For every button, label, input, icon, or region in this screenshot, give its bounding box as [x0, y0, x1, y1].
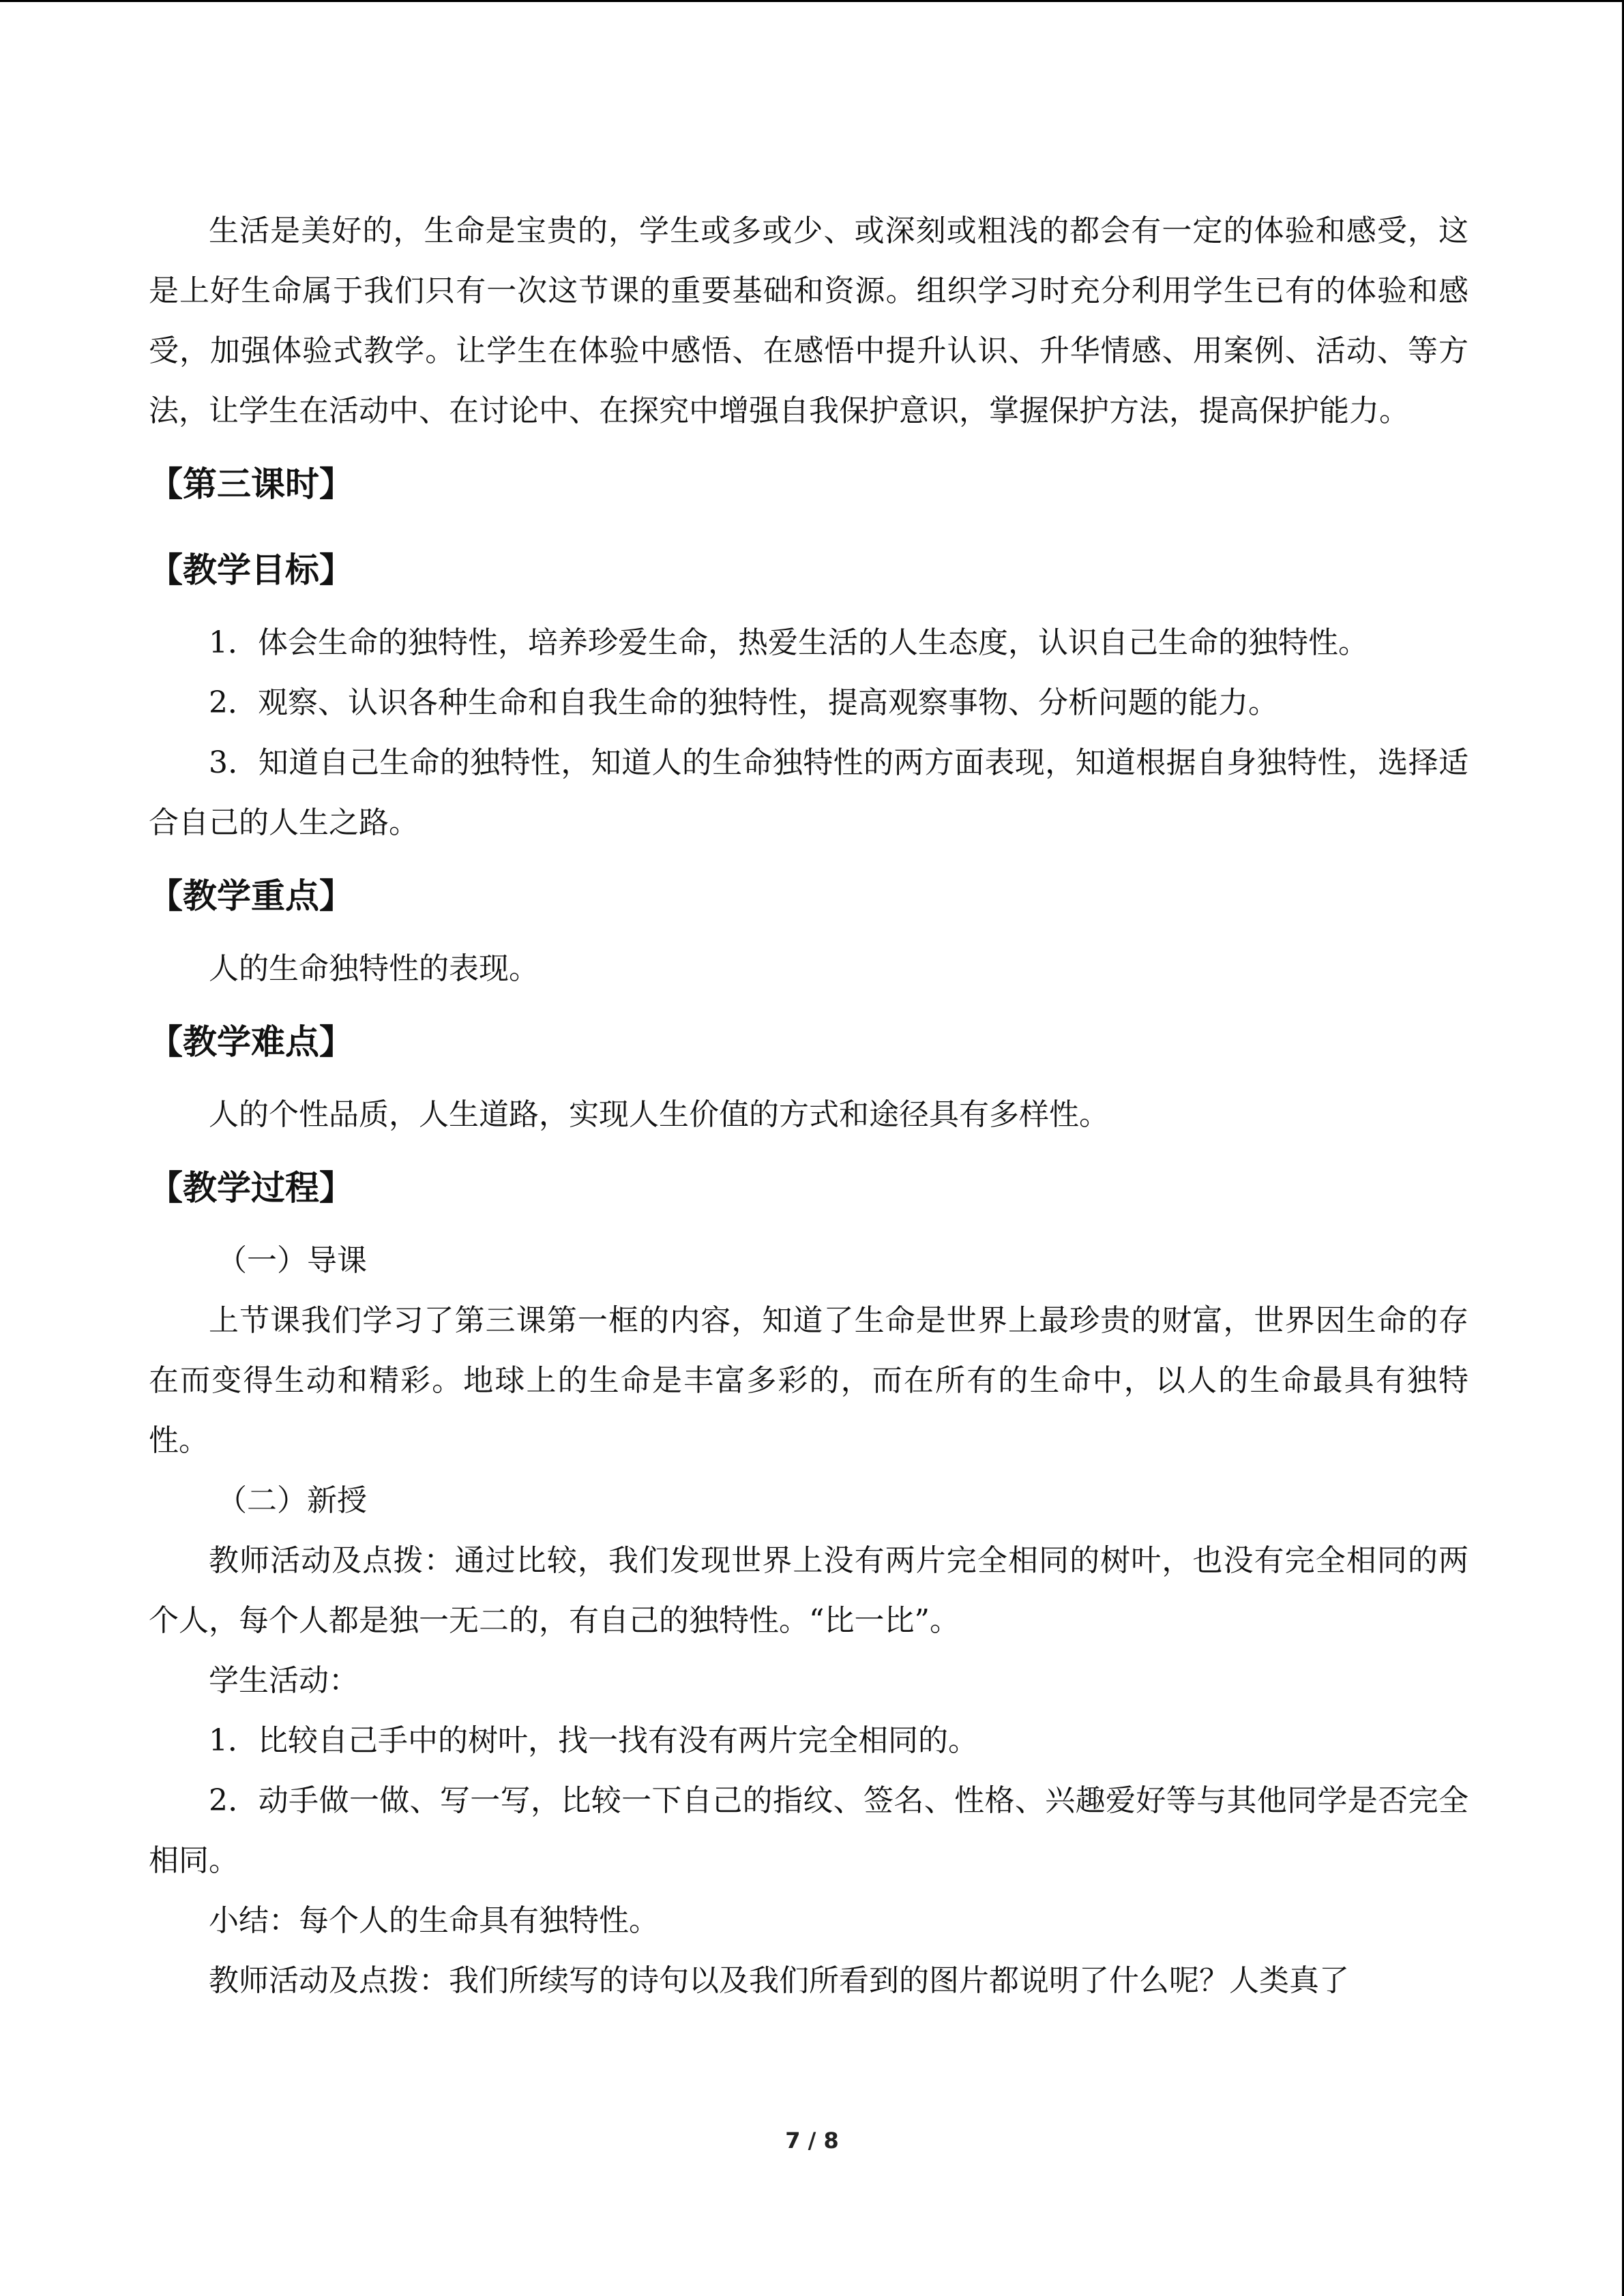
objective-item-2: 2．观察、认识各种生命和自我生命的独特性，提高观察事物、分析问题的能力。: [209, 685, 1278, 720]
process-heading: 【教学过程】: [149, 1168, 353, 1208]
page-top-border: [0, 0, 1624, 2]
process-new-label: （二）新授: [217, 1483, 367, 1518]
difficulties-heading: 【教学难点】: [149, 1022, 353, 1062]
key-points-text: 人的生命独特性的表现。: [209, 951, 539, 986]
page-number: 7 / 8: [785, 2128, 839, 2153]
lesson-heading: 【第三课时】: [149, 464, 353, 504]
student-item-2: 2．动手做一做、写一写，比较一下自己的指纹、签名、性格、兴趣爱好等与其他同学是否完全相同。: [149, 1783, 1468, 1878]
student-activity-label: 学生活动：: [209, 1663, 359, 1698]
intro-paragraph: 生活是美好的，生命是宝贵的，学生或多或少、或深刻或粗浅的都会有一定的体验和感受，这是上好生命属于我们只有一次这节课的重要基础和资源。组织学习时充分利用学生已有的体验和感受，加强体验式教学。让学生在体验中感悟、在感悟中提升认识、升华情感、用案例、活动、等方法，让学生在活动中、在讨论中、在探究中增强自我保护意识，掌握保护方法，提高保护能力。: [149, 213, 1468, 428]
process-intro-text: 上节课我们学习了第三课第一框的内容，知道了生命是世界上最珍贵的财富，世界因生命的存在而变得生动和精彩。地球上的生命是丰富多彩的，而在所有的生命中，以人的生命最具有独特性。: [149, 1303, 1468, 1458]
objectives-heading: 【教学目标】: [149, 550, 353, 590]
objective-item-1: 1．体会生命的独特性，培养珍爱生命，热爱生活的人生态度，认识自己生命的独特性。: [209, 625, 1368, 660]
objective-item-3: 3．知道自己生命的独特性，知道人的生命独特性的两方面表现，知道根据自身独特性，选择适合自己的人生之路。: [149, 745, 1468, 840]
process-intro-label: （一）导课: [217, 1243, 367, 1278]
difficulties-text: 人的个性品质，人生道路，实现人生价值的方式和途径具有多样性。: [209, 1097, 1109, 1132]
key-points-heading: 【教学重点】: [149, 876, 353, 916]
student-item-1: 1．比较自己手中的树叶，找一找有没有两片完全相同的。: [209, 1723, 978, 1758]
teacher-activity-2: 教师活动及点拨：我们所续写的诗句以及我们所看到的图片都说明了什么呢？人类真了: [209, 1963, 1349, 1998]
teacher-activity-1: 教师活动及点拨：通过比较，我们发现世界上没有两片完全相同的树叶，也没有完全相同的两个人，每个人都是独一无二的，有自己的独特性。“比一比”。: [149, 1543, 1468, 1638]
summary-text: 小结：每个人的生命具有独特性。: [209, 1903, 659, 1938]
document-body: [149, 201, 1468, 2011]
